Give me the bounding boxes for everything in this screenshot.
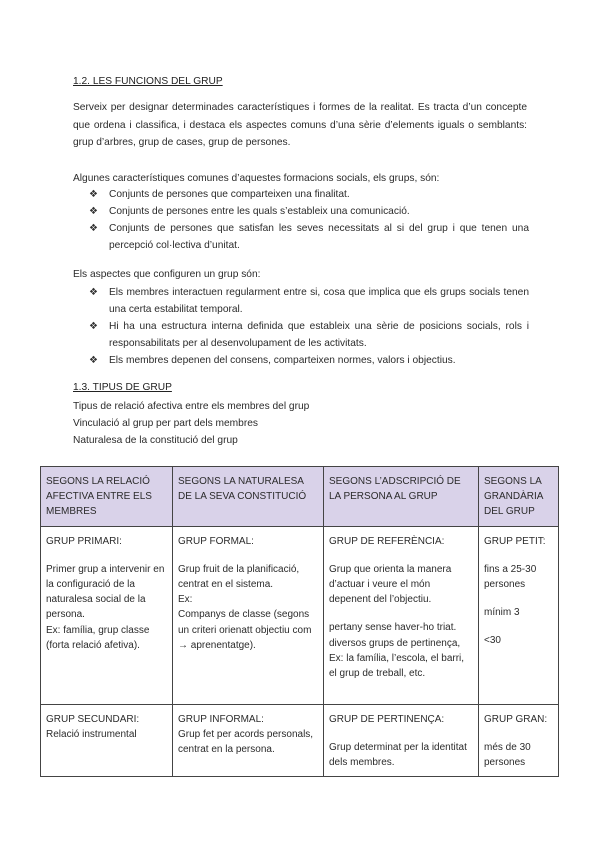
header-affective: SEGONS LA RELACIÓ AFECTIVA ENTRE ELS MEMBRES — [41, 467, 173, 527]
table-header-row — [41, 467, 559, 527]
cell-formal-group: GRUP FORMAL: Grup fruit de la planificació, centrat en el sistema. Ex: Companys de classe (segons un criteri orienatt objectiu com → aprenentatge). — [173, 526, 324, 704]
cell-small-group: GRUP PETIT: fins a 25-30 persones mínim 3 <30 — [479, 526, 559, 704]
header-adscription: SEGONS L’ADSCRIPCIÓ DE LA PERSONA AL GRUP — [324, 467, 479, 527]
list-item: ❖ Els membres interactuen regularment entre si, cosa que implica que els grups socials tenen una certa estabilitat temporal. — [89, 284, 529, 318]
type-line: Naturalesa de la constitució del grup — [73, 435, 238, 446]
list-item: ❖ Conjunts de persones entre les quals s’estableix una comunicació. — [89, 203, 529, 220]
section-heading-types: 1.3. TIPUS DE GRUP — [73, 382, 172, 393]
list-item: ❖ Hi ha una estructura interna definida que estableix una sèrie de posicions socials, rols i responsabilitats per al desenvolupament de les activitats. — [89, 318, 529, 352]
type-line: Tipus de relació afectiva entre els membres del grup — [73, 401, 310, 412]
cell-large-group: GRUP GRAN: més de 30 persones — [479, 704, 559, 777]
aspects-list — [89, 284, 529, 369]
list-item: ❖ Els membres depenen del consens, comparteixen normes, valors i objectius. — [89, 352, 529, 369]
aspects-intro: Els aspectes que configuren un grup són: — [73, 269, 261, 280]
diamond-bullet-icon: ❖ — [89, 321, 98, 332]
header-size: SEGONS LA GRANDÀRIA DEL GRUP — [479, 467, 559, 527]
diamond-bullet-icon: ❖ — [89, 223, 98, 234]
characteristics-intro: Algunes característiques comunes d’aquestes formacions socials, els grups, són: — [73, 173, 440, 184]
group-types-table — [40, 466, 559, 777]
characteristics-list — [89, 186, 529, 254]
table-row — [41, 526, 559, 704]
diamond-bullet-icon: ❖ — [89, 287, 98, 298]
list-item: ❖ Conjunts de persones que comparteixen una finalitat. — [89, 186, 529, 203]
cell-secondary-group: GRUP SECUNDARI: Relació instrumental — [41, 704, 173, 777]
list-item: ❖ Conjunts de persones que satisfan les seves necessitats al si del grup i que tenen una percepció col·lectiva d’unitat. — [89, 220, 529, 254]
intro-paragraph: Serveix per designar determinades característiques i formes de la realitat. Es tracta d’un concepte que ordena i classifica, i destaca els aspectes comuns d’una sèrie d’elements iguals o semblants: grup d’arbres, grup de cases, grup de persones. — [73, 102, 527, 148]
diamond-bullet-icon: ❖ — [89, 189, 98, 200]
diamond-bullet-icon: ❖ — [89, 355, 98, 366]
cell-primary-group: GRUP PRIMARI: Primer grup a intervenir en la configuració de la naturalesa social de la persona. Ex: família, grup classe (forta relació afetiva). — [41, 526, 173, 704]
header-constitution: SEGONS LA NATURALESA DE LA SEVA CONSTITUCIÓ — [173, 467, 324, 527]
cell-informal-group: GRUP INFORMAL: Grup fet per acords personals, centrat en la persona. — [173, 704, 324, 777]
table-row — [41, 704, 559, 777]
type-line: Vinculació al grup per part dels membres — [73, 418, 258, 429]
cell-belonging-group: GRUP DE PERTINENÇA: Grup determinat per la identitat dels membres. — [324, 704, 479, 777]
diamond-bullet-icon: ❖ — [89, 206, 98, 217]
cell-reference-group: GRUP DE REFERÈNCIA: Grup que orienta la manera d’actuar i veure el món depenent del l’objectiu. pertany sense haver-ho triat. diversos grups de pertinença, Ex: la família, l’escola, el barri, el grup de treball, etc. — [324, 526, 479, 704]
section-heading-functions: 1.2. LES FUNCIONS DEL GRUP — [73, 76, 223, 87]
